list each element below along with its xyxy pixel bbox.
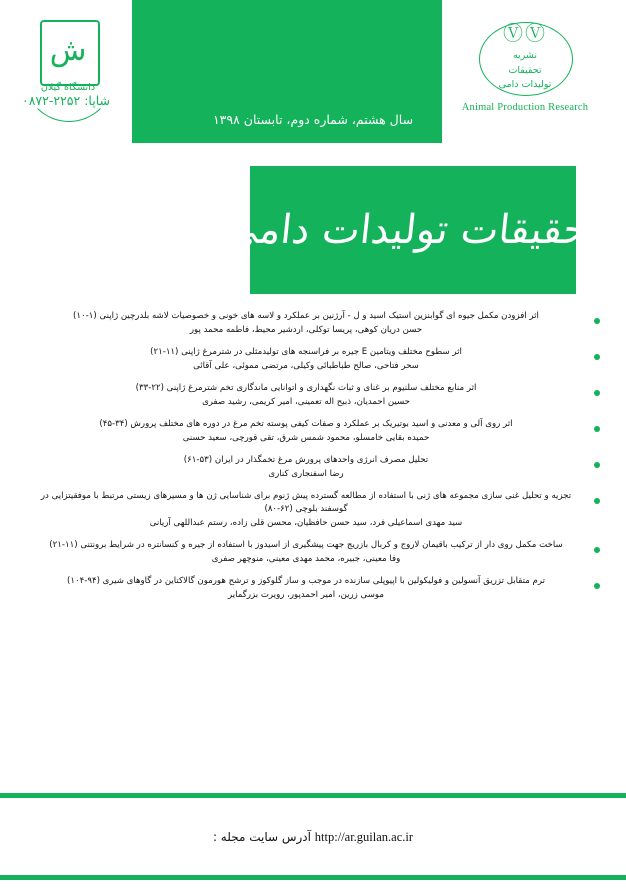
journal-website-label: آدرس سایت مجله :: [212, 830, 311, 844]
article-authors: حمیده بقایی خامسلو، محمود شمس شرق، تقی قورچی، سعید حسنی: [182, 433, 430, 443]
divider-bottom: [0, 875, 626, 880]
bullet-icon: [594, 426, 600, 432]
two-cows-icon: ⓋⓋ: [503, 21, 547, 45]
article-title: اثر روی آلی و معدنی و اسید بوتیریک بر عملکرد و صفات کیفی پوسته تخم مرغ در دوره های مختلف پرورش (۳۴-۴۵): [99, 419, 513, 429]
bullet-icon: [594, 318, 600, 324]
bullet-icon: [594, 547, 600, 553]
journal-logo-en-title: Animal Production Research: [461, 101, 589, 113]
page-title: تحقیقات تولیدات دامی: [223, 207, 603, 253]
article-title: اثر منابع مختلف سلنیوم بر غنای و ثبات نگهداری و اتوانایی ماندگاری تخم شترمرغ ژاپنی (۲۲-۳۳): [135, 383, 477, 393]
article-title: ترم متقابل تزریق آنسولین و فولیکولین با اپیوپلی سازنده در موجب و ساز گلوکوز و ترشح هورمون گالاکتاین در گاوهای شیری (۹۴-۱۰۴): [67, 576, 545, 586]
contents-list: [0, 310, 626, 611]
issn-label: شاپا: ۲۲۵۲-۰۸۷۲: [22, 93, 110, 108]
list-item: [0, 490, 626, 530]
article-authors: وفا معینی، جبیره، محمد مهدی معینی، منوچهر صفری: [211, 554, 401, 564]
article-authors: موسی زرین، امیر احمدپور، رویرت بزرگمایر: [228, 590, 384, 600]
title-block: [223, 166, 603, 294]
journal-logo-fa-line-2: تحقیقات: [508, 64, 542, 76]
bullet-icon: [594, 498, 600, 504]
list-item: [0, 454, 626, 481]
list-item: [0, 539, 626, 566]
list-item: [0, 418, 626, 445]
journal-website: [0, 830, 626, 845]
divider-top: [0, 793, 626, 798]
article-authors: حسین احمدیان، ذبیح اله تعمینی، امیر کریمی، رشید صفری: [202, 397, 410, 407]
bullet-icon: [594, 583, 600, 589]
issue-label: سال هشتم، شماره دوم، تابستان ۱۳۹۸: [212, 112, 414, 127]
university-emblem-icon: ش: [49, 33, 87, 68]
article-title: اثر سطوح مختلف ویتامین E جیره بر فراسنجه های تولیدمثلی در شترمرغ ژاپنی (۱۱-۲۱): [150, 347, 462, 357]
article-authors: سحر فتاحی، صالح طباطبائی وکیلی، مرتضی مموئی، علی آقائی: [193, 361, 419, 371]
journal-logo-fa-line-1: نشریه: [512, 50, 538, 61]
article-title: ساخت مکمل روی دار از ترکیب باقیمان لاروج و کربال بازریج جهت پیشگیری از اسیدوز با استفاده از جیره و کنسانتره در شرایط برونتنی (۱۱-۲۱): [49, 540, 563, 550]
article-authors: سید مهدی اسماعیلی فرد، سید حسن حافظیان، محسن قلی زاده، رستم عبداللهی آریانی: [149, 518, 463, 528]
article-authors: رضا اسفنجاری کناری: [268, 469, 344, 479]
list-item: [0, 382, 626, 409]
journal-logo-fa-line-3: تولیدات دامی: [498, 79, 552, 90]
article-authors: حسن دریان کوهی، پریسا توکلی، اردشیر محیط، فاطمه محمد پور: [189, 325, 423, 335]
bullet-icon: [594, 354, 600, 360]
list-item: [0, 346, 626, 373]
bullet-icon: [594, 390, 600, 396]
university-logo-label: دانشگاه گیلان: [40, 82, 96, 93]
bullet-icon: [594, 462, 600, 468]
article-title: تحلیل مصرف انرژی واحدهای پرورش مرغ تخمگذار در ایران (۵۳-۶۱): [183, 455, 429, 465]
article-title: تجزیه و تحلیل غنی سازی مجموعه های ژنی با استفاده از مطالعه گسترده پیش ژنوم برای شناسایی ژن ها و مسیرهای زیستی مرتبط با موفقیتزایی در گوسفند بلوچی (۶۲-۸۰): [40, 491, 572, 514]
article-title: اثر افزودن مکمل جیوه ای گوابنزین استیک اسید و ل - آرژنین بر عملکرد و لاسه های خونی و خصوصیات لاشه بلدرچین ژاپنی (۱-۱۰): [73, 311, 539, 321]
list-item: [0, 575, 626, 602]
journal-website-url[interactable]: http://ar.guilan.ac.ir: [314, 830, 414, 844]
list-item: [0, 310, 626, 337]
